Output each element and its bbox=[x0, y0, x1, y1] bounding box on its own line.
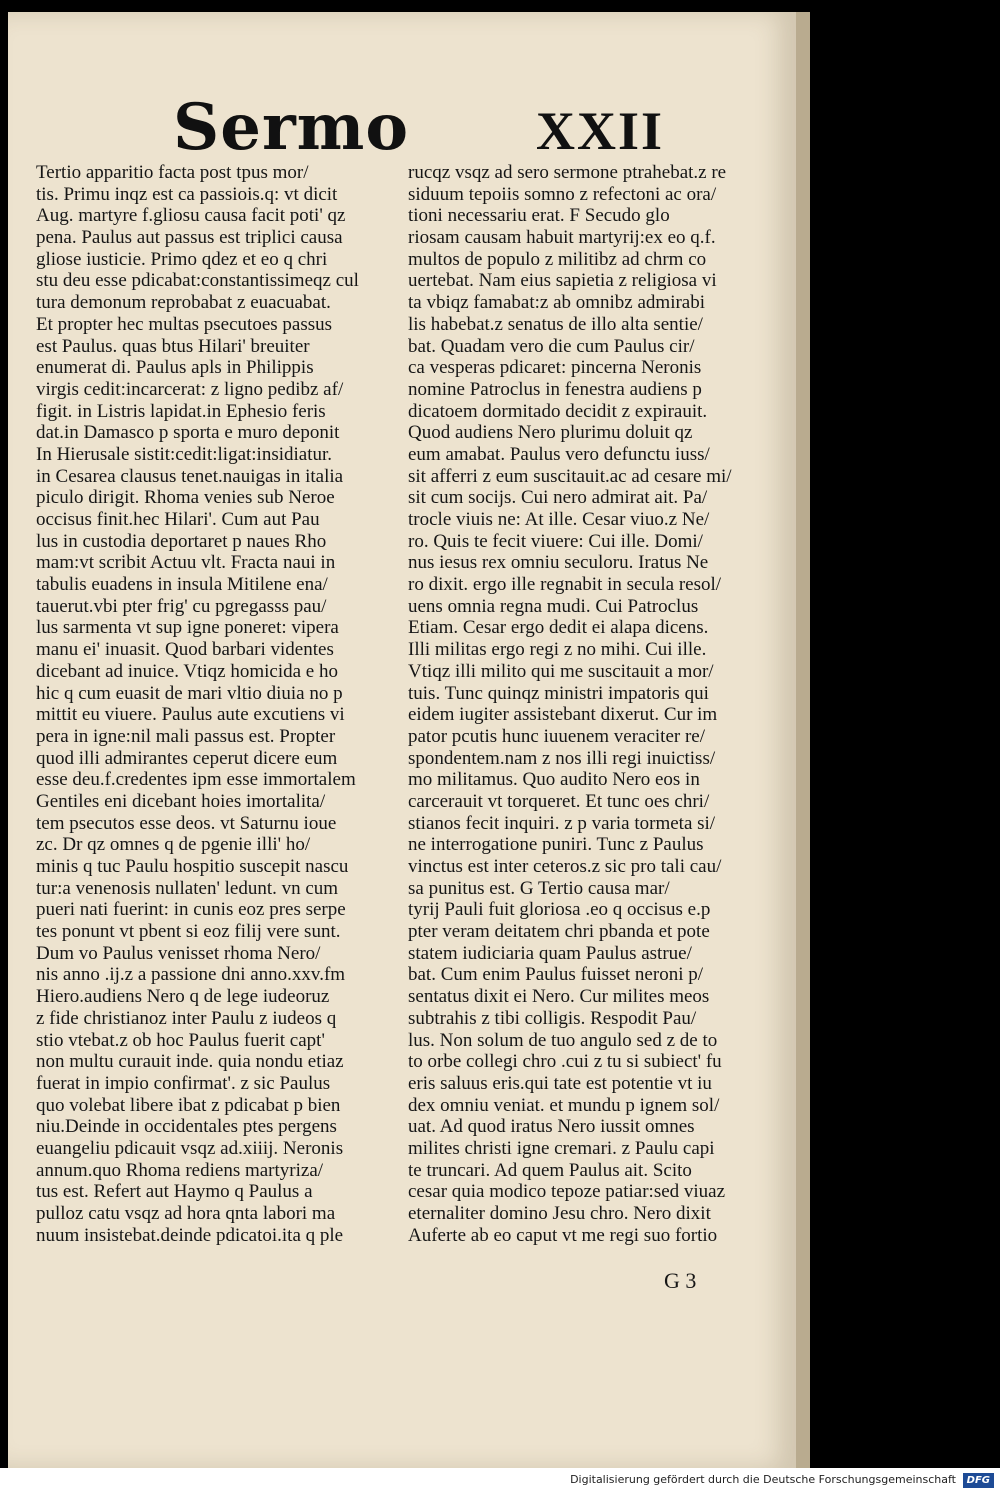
sermon-number: XXII bbox=[536, 101, 665, 161]
text-line: bat. Cum enim Paulus fuisset neroni p/ bbox=[408, 964, 704, 986]
text-line: siduum tepoiis somno z refectoni ac ora/ bbox=[408, 183, 717, 205]
footer-bar bbox=[0, 1468, 1000, 1494]
text-line: te truncari. Ad quem Paulus ait. Scito bbox=[408, 1159, 692, 1181]
funding-note: Digitalisierung gefördert durch die Deutsche Forschungsgemeinschaft bbox=[570, 1473, 956, 1486]
text-line: bat. Quadam vero die cum Paulus cir/ bbox=[408, 335, 695, 357]
text-line: riosam causam habuit martyrij:ex eo q.f. bbox=[408, 227, 716, 249]
text-line: mittit eu viuere. Paulus aute excutiens vi bbox=[36, 704, 345, 726]
text-line: annum.quo Rhoma rediens martyriza/ bbox=[36, 1159, 324, 1181]
text-line: ta vbiqz famabat:z ab omnibz admirabi bbox=[408, 292, 706, 314]
text-line: niu.Deinde in occidentales ptes pergens bbox=[36, 1116, 337, 1138]
text-line: non multu curauit inde. quia nondu etiaz bbox=[36, 1051, 344, 1073]
text-line: nis anno .ij.z a passione dni anno.xxv.fm bbox=[36, 964, 346, 986]
text-line: eum amabat. Paulus vero defunctu iuss/ bbox=[408, 443, 710, 465]
text-line: tuis. Tunc quinqz ministri impatoris qui bbox=[408, 682, 709, 704]
text-line: stu deu esse pdicabat:constantissimeqz cul bbox=[36, 270, 359, 292]
text-line: dicatoem dormitado decidit z expirauit. bbox=[408, 400, 708, 422]
text-line: Hiero.audiens Nero q de lege iudeoruz bbox=[36, 986, 330, 1008]
text-line: tioni necessariu erat. F Secudo glo bbox=[408, 205, 670, 227]
text-line: lis habebat.z senatus de illo alta sentie/ bbox=[408, 313, 703, 335]
text-line: milites christi igne cremari. z Paulu capi bbox=[408, 1137, 715, 1159]
text-line: eris saluus eris.qui tate est potentie vt iu bbox=[408, 1072, 712, 1094]
text-line: carcerauit vt torqueret. Et tunc oes chri/ bbox=[408, 790, 710, 812]
text-line: to orbe collegi chro .cui z tu si subiect' fu bbox=[408, 1051, 722, 1073]
text-line: Dum vo Paulus venisset rhoma Nero/ bbox=[36, 942, 321, 964]
text-line: minis q tuc Paulu hospitio suscepit nascu bbox=[36, 856, 349, 877]
text-line: lus in custodia deportaret p naues Rho bbox=[36, 530, 327, 552]
text-line: pator pcutis hunc iuuenem veraciter re/ bbox=[408, 725, 706, 747]
text-line: subtrahis z tibi colligis. Respodit Pau/ bbox=[408, 1007, 697, 1029]
text-line: euangeliu pdicauit vsqz ad.xiiij. Neronis bbox=[36, 1137, 344, 1159]
text-line: ro dixit. ergo ille regnabit in secula resol/ bbox=[408, 574, 722, 596]
text-line: In Hierusale sistit:cedit:ligat:insidiatur. bbox=[36, 443, 333, 465]
text-line: eidem iugiter assistebant dixerut. Cur im bbox=[408, 704, 718, 726]
text-line: ro. Quis te fecit viuere: Cui ille. Domi/ bbox=[408, 530, 703, 552]
text-line: Auferte ab eo caput vt me regi suo fortio bbox=[408, 1224, 718, 1246]
text-line: tur:a venenosis nullaten' ledunt. vn cum bbox=[36, 877, 339, 899]
text-line: stio vtebat.z ob hoc Paulus fuerit capt' bbox=[36, 1029, 325, 1051]
text-line: tis. Primu inqz est ca passiois.q: vt dicit bbox=[36, 183, 338, 205]
text-line: enumerat di. Paulus apls in Philippis bbox=[36, 357, 314, 379]
text-line: pueri nati fuerint: in cunis eoz pres serpe bbox=[36, 899, 346, 921]
text-line: nuum insistebat.deinde pdicatoi.ita q ple bbox=[36, 1224, 344, 1246]
dfg-logo: DFG bbox=[963, 1473, 994, 1488]
text-line: dat.in Damasco p sporta e muro deponit bbox=[36, 422, 340, 444]
text-line: lus. Non solum de tuo angulo sed z de to bbox=[408, 1029, 718, 1051]
text-line: Et propter hec multas psecutoes passus bbox=[36, 313, 333, 335]
text-line: tyrij Pauli fuit gloriosa .eo q occisus e.p bbox=[408, 899, 711, 921]
text-line: pulloz catu vsqz ad hora qnta labori ma bbox=[36, 1203, 336, 1224]
text-line: est Paulus. quas btus Hilari' breuiter bbox=[36, 335, 310, 357]
text-line: pena. Paulus aut passus est triplici causa bbox=[36, 227, 343, 249]
text-line: dex omniu veniat. et mundu p ignem sol/ bbox=[408, 1094, 720, 1116]
text-line: vinctus est inter ceteros.z sic pro tali cau/ bbox=[408, 856, 722, 877]
text-line: piculo dirigit. Rhoma venies sub Neroe bbox=[36, 487, 335, 509]
text-line: uertebat. Nam eius sapietia z religiosa vi bbox=[408, 270, 717, 292]
text-line: sa punitus est. G Tertio causa mar/ bbox=[408, 877, 670, 899]
signature-mark: G 3 bbox=[664, 1268, 697, 1293]
text-line: dicebant ad inuice. Vtiqz homicida e ho bbox=[36, 660, 338, 682]
text-line: trocle viuis ne: At ille. Cesar viuo.z Ne/ bbox=[408, 509, 710, 530]
text-line: Vtiqz illi milito qui me suscitauit a mor/ bbox=[408, 660, 714, 682]
text-line: tus est. Refert aut Haymo q Paulus a bbox=[36, 1181, 313, 1203]
text-line: Gentiles eni dicebant hoies imortalita/ bbox=[36, 790, 326, 812]
page-title: Sermo bbox=[173, 90, 410, 165]
text-line: zc. Dr qz omnes q de pgenie illi' ho/ bbox=[36, 834, 311, 856]
text-line: multos de populo z militibz ad chrm co bbox=[408, 248, 707, 270]
text-line: lus sarmenta vt sup igne poneret: vipera bbox=[36, 617, 339, 639]
page-edge bbox=[796, 12, 810, 1468]
text-line: cesar quia modico tepoze patiar:sed viuaz bbox=[408, 1181, 726, 1203]
left-text-column bbox=[36, 162, 408, 1246]
text-line: Aug. martyre f.gliosu causa facit poti' qz bbox=[36, 205, 346, 227]
text-line: esse deu.f.credentes ipm esse immortalem bbox=[36, 769, 356, 791]
right-text-column bbox=[408, 162, 784, 1246]
text-line: nomine Patroclus in fenestra audiens p bbox=[408, 378, 702, 400]
text-line: uat. Ad quod iratus Nero iussit omnes bbox=[408, 1116, 695, 1138]
text-line: mo militamus. Quo audito Nero eos in bbox=[408, 769, 700, 791]
book-page bbox=[8, 12, 802, 1468]
text-line: sit afferri z eum suscitauit.ac ad cesare mi/ bbox=[408, 465, 732, 487]
text-line: z fide christianoz inter Paulu z iudeos q bbox=[36, 1007, 337, 1029]
text-line: tes ponunt vt pbent si eoz filij vere sunt. bbox=[36, 921, 341, 943]
text-line: stianos fecit inquiri. z p varia tormeta si/ bbox=[408, 812, 716, 834]
text-line: tabulis euadens in insula Mitilene ena/ bbox=[36, 574, 328, 596]
text-line: in Cesarea clausus tenet.nauigas in italia bbox=[36, 465, 344, 487]
text-line: tauerut.vbi pter frig' cu pgregasss pau/ bbox=[36, 595, 327, 617]
text-line: sentatus dixit ei Nero. Cur milites meos bbox=[408, 986, 710, 1008]
text-line: eternaliter domino Jesu chro. Nero dixit bbox=[408, 1203, 711, 1224]
text-line: hic q cum euasit de mari vltio diuia no p bbox=[36, 682, 343, 704]
text-line: tem psecutos esse deos. vt Saturnu ioue bbox=[36, 812, 337, 834]
text-line: Quod audiens Nero plurimu doluit qz bbox=[408, 422, 693, 444]
text-line: statem iudiciaria quam Paulus astrue/ bbox=[408, 942, 692, 964]
text-line: quo volebat libere ibat z pdicabat p bien bbox=[36, 1094, 341, 1116]
text-line: ca vesperas pdicaret: pincerna Neronis bbox=[408, 357, 702, 379]
text-line: Tertio apparitio facta post tpus mor/ bbox=[36, 162, 309, 183]
text-line: quod illi admirantes ceperut dicere eum bbox=[36, 747, 338, 769]
text-line: pter veram deitatem chri pbanda et pote bbox=[408, 921, 710, 943]
text-line: tura demonum reprobabat z euacuabat. bbox=[36, 292, 331, 314]
text-line: ne interrogatione puniri. Tunc z Paulus bbox=[408, 834, 704, 856]
text-line: figit. in Listris lapidat.in Ephesio feris bbox=[36, 400, 326, 422]
text-line: occisus finit.hec Hilari'. Cum aut Pau bbox=[36, 509, 320, 530]
text-line: pera in igne:nil mali passus est. Propter bbox=[36, 725, 336, 747]
text-line: nus iesus rex omniu seculoru. Iratus Ne bbox=[408, 552, 709, 574]
text-line: manu ei' inuasit. Quod barbari videntes bbox=[36, 639, 334, 661]
text-line: virgis cedit:incarcerat: z ligno pedibz af/ bbox=[36, 378, 344, 400]
text-line: fuerat in impio confirmat'. z sic Paulus bbox=[36, 1072, 331, 1094]
text-line: Illi militas ergo regi z no mihi. Cui ille. bbox=[408, 639, 707, 661]
text-line: uens omnia regna mudi. Cui Patroclus bbox=[408, 595, 699, 617]
text-line: gliose iusticie. Primo qdez et eo q chri bbox=[36, 248, 328, 270]
text-line: sit cum socijs. Cui nero admirat ait. Pa/ bbox=[408, 487, 708, 509]
text-line: mam:vt scribit Actuu vlt. Fracta naui in bbox=[36, 552, 336, 574]
text-line: spondentem.nam z nos illi regi inuictiss/ bbox=[408, 747, 716, 769]
text-line: Etiam. Cesar ergo dedit ei alapa dicens. bbox=[408, 617, 709, 639]
text-line: rucqz vsqz ad sero sermone ptrahebat.z re bbox=[408, 162, 727, 183]
